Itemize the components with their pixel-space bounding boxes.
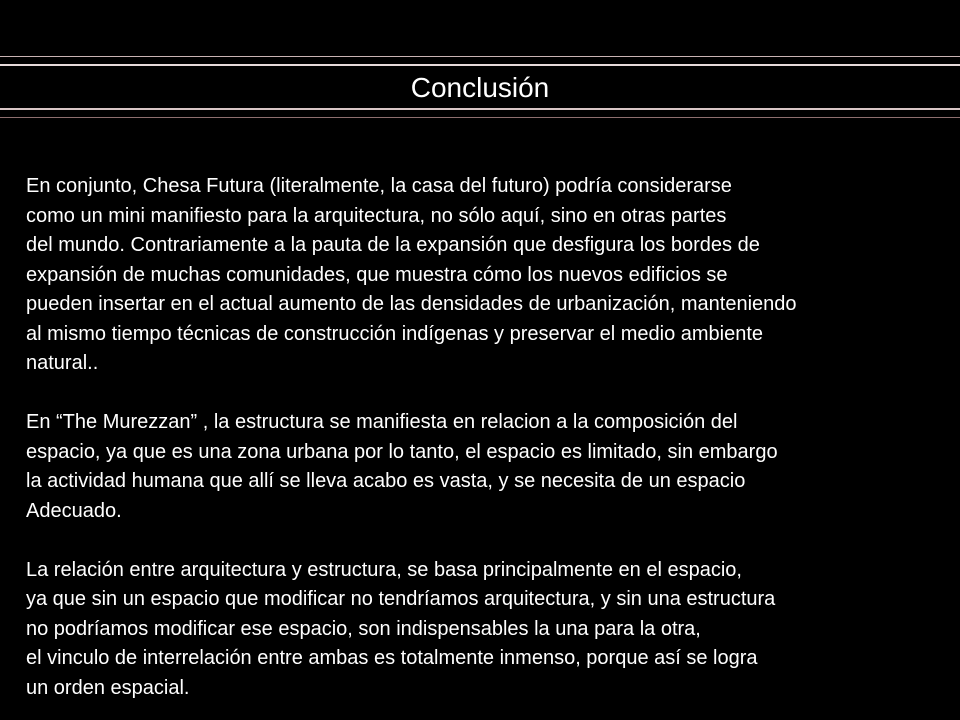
text-line: la actividad humana que allí se lleva acabo es vasta, y se necesita de un espacio [26, 470, 746, 492]
text-line: expansión de muchas comunidades, que muestra cómo los nuevos edificios se [26, 263, 728, 286]
title-bottom-rule-thin [0, 117, 960, 118]
text-line: Adecuado. [26, 499, 122, 522]
text-line: La relación entre arquitectura y estructura, se basa principalmente en el espacio, [26, 558, 742, 581]
title-top-rule-thin [0, 56, 960, 57]
text-line: no podríamos modificar ese espacio, son indispensables la una para la otra, [26, 617, 701, 640]
text-line: del mundo. Contrariamente a la pauta de la expansión que desfigura los bordes de [26, 234, 760, 256]
title-bottom-rule [0, 108, 960, 110]
paragraph-chesa-futura [26, 172, 956, 379]
text-line: como un mini manifiesto para la arquitectura, no sólo aquí, sino en otras partes [26, 204, 727, 227]
text-line: natural.. [26, 352, 99, 374]
paragraph-murezzan [26, 408, 956, 526]
text-line: espacio, ya que es una zona urbana por lo tanto, el espacio es limitado, sin embargo [26, 440, 778, 463]
text-line: pueden insertar en el actual aumento de las densidades de urbanización, manteniendo [26, 293, 797, 315]
text-line: el vinculo de interrelación entre ambas es totalmente inmenso, porque así se logra [26, 647, 758, 669]
text-line: En conjunto, Chesa Futura (literalmente, la casa del futuro) podría considerarse [26, 175, 732, 197]
slide-title: Conclusión [410, 72, 550, 103]
text-line: un orden espacial. [26, 676, 190, 699]
title-top-rule [0, 64, 960, 66]
paragraph-relacion [26, 556, 956, 704]
slide-body [26, 172, 956, 703]
text-line: ya que sin un espacio que modificar no tendríamos arquitectura, y sin una estructura [26, 588, 776, 610]
text-line: En “The Murezzan” , la estructura se manifiesta en relacion a la composición del [26, 411, 738, 433]
text-line: al mismo tiempo técnicas de construcción indígenas y preservar el medio ambiente [26, 322, 764, 345]
